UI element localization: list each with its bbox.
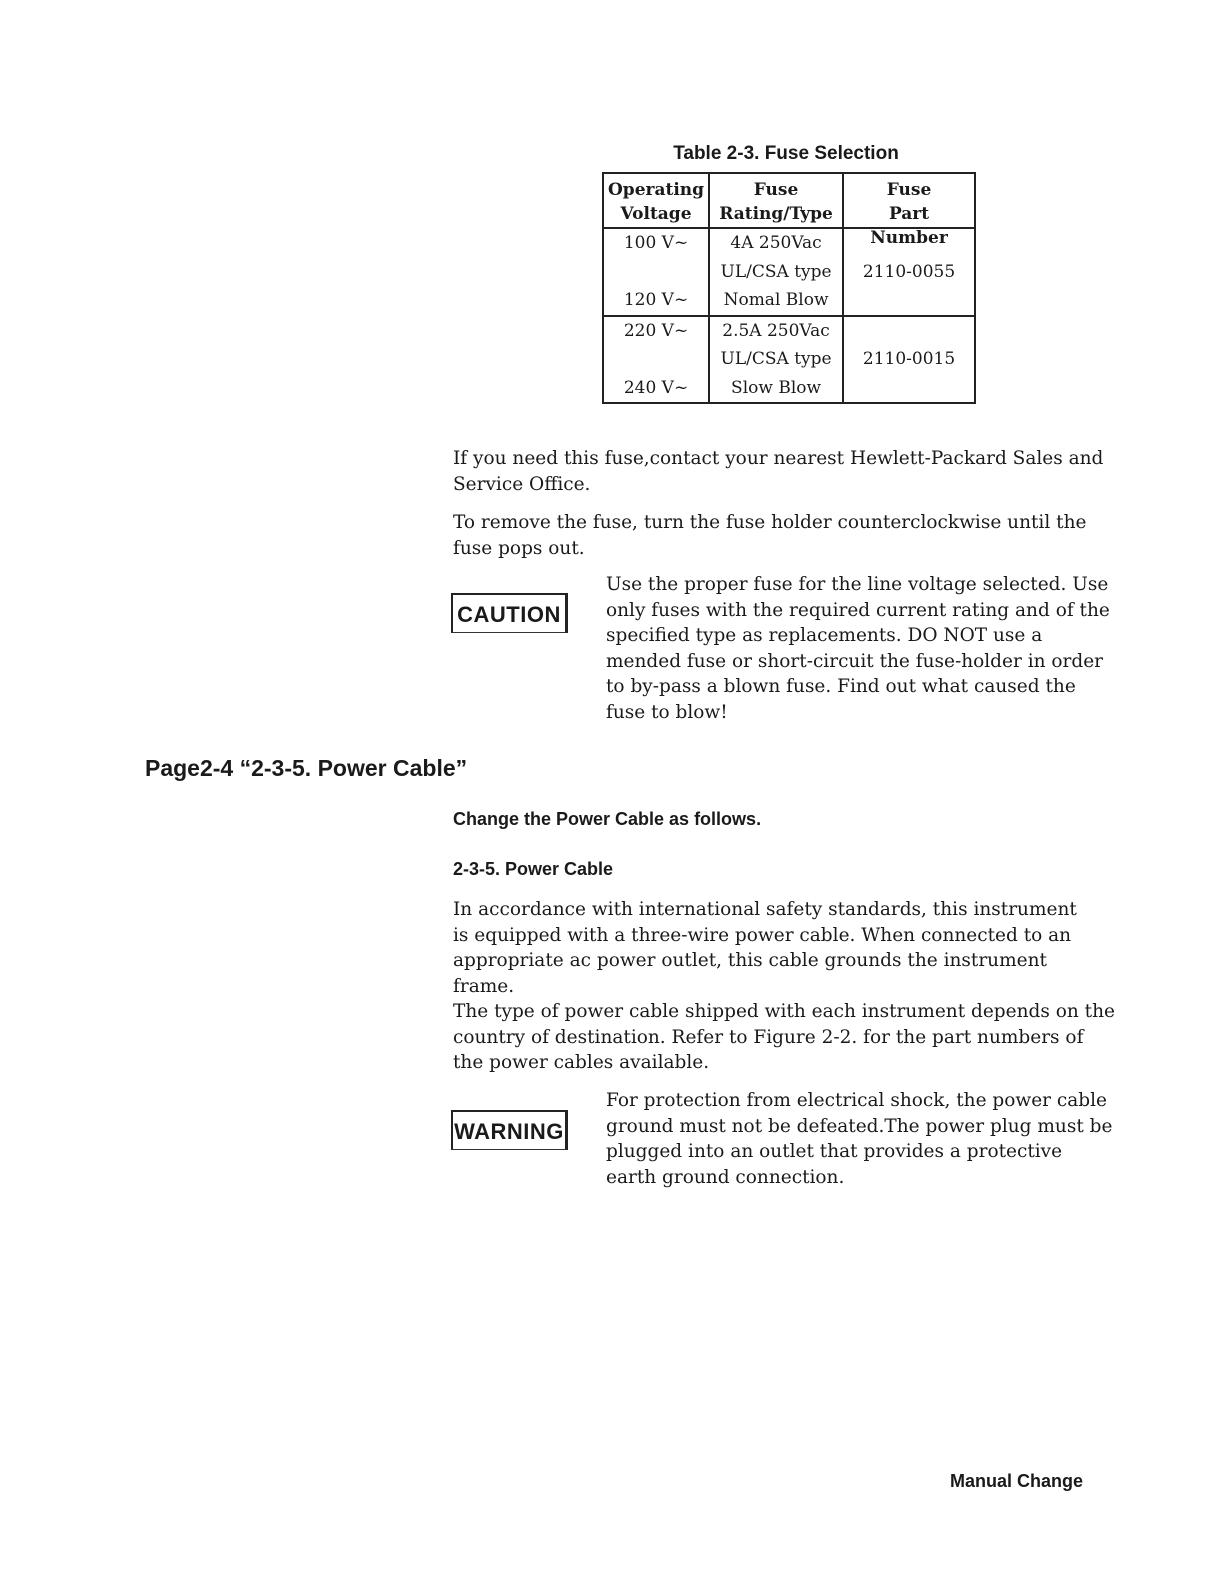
table-caption: Table 2-3. Fuse Selection (673, 143, 899, 164)
header-operating-voltage: Operating Voltage (603, 173, 709, 228)
table-row (603, 316, 975, 404)
warning-text: For protection from electrical shock, the power cable ground must not be defeated.The power plug must be plugged into an outlet that provides a protective earth ground connection. (606, 1090, 1113, 1188)
fuse-group-2 (603, 316, 975, 404)
fuse-contact-paragraph: If you need this fuse,contact your nearest Hewlett-Packard Sales and Service Office. (453, 448, 1104, 495)
caution-badge: CAUTION (451, 593, 568, 633)
fuse-removal-paragraph: To remove the fuse, turn the fuse holder counterclockwise until the fuse pops out. (453, 512, 1087, 559)
part-number-cell: 2110-0055 (843, 228, 975, 316)
header-fuse-rating: Fuse Rating/Type (709, 173, 843, 228)
voltage-cell: 220 V~ 240 V~ (603, 316, 709, 404)
section-heading: Page2-4 “2-3-5. Power Cable” (145, 755, 468, 781)
fuse-selection-table (602, 172, 976, 404)
power-cable-paragraph-1: In accordance with international safety standards, this instrument is equipped with a three-wire power cable. When connected to an appropriate ac power outlet, this cable grounds the instrument frame. (453, 899, 1077, 997)
rating-cell: 4A 250Vac UL/CSA type Nomal Blow (709, 228, 843, 316)
part-number-cell: 2110-0015 (843, 316, 975, 404)
change-instruction: Change the Power Cable as follows. (453, 809, 762, 829)
warning-badge: WARNING (451, 1110, 568, 1150)
voltage-cell: 100 V~ 120 V~ (603, 228, 709, 316)
power-cable-paragraph-2: The type of power cable shipped with each instrument depends on the country of destination. Refer to Figure 2-2. for the part numbers of the power cables available. (453, 1001, 1115, 1073)
power-cable-subheading: 2-3-5. Power Cable (453, 859, 614, 879)
caution-text: Use the proper fuse for the line voltage selected. Use only fuses with the required current rating and of the specified type as replacements. DO NOT use a mended fuse or short-circuit the fuse-holder in order to by-pass a blown fuse. Find out what caused the fuse to blow! (606, 574, 1110, 723)
footer-manual-change: Manual Change (950, 1471, 1084, 1491)
rating-cell: 2.5A 250Vac UL/CSA type Slow Blow (709, 316, 843, 404)
header-fuse-part-number: Fuse Part Number (843, 173, 975, 228)
table-header-row (603, 173, 975, 228)
